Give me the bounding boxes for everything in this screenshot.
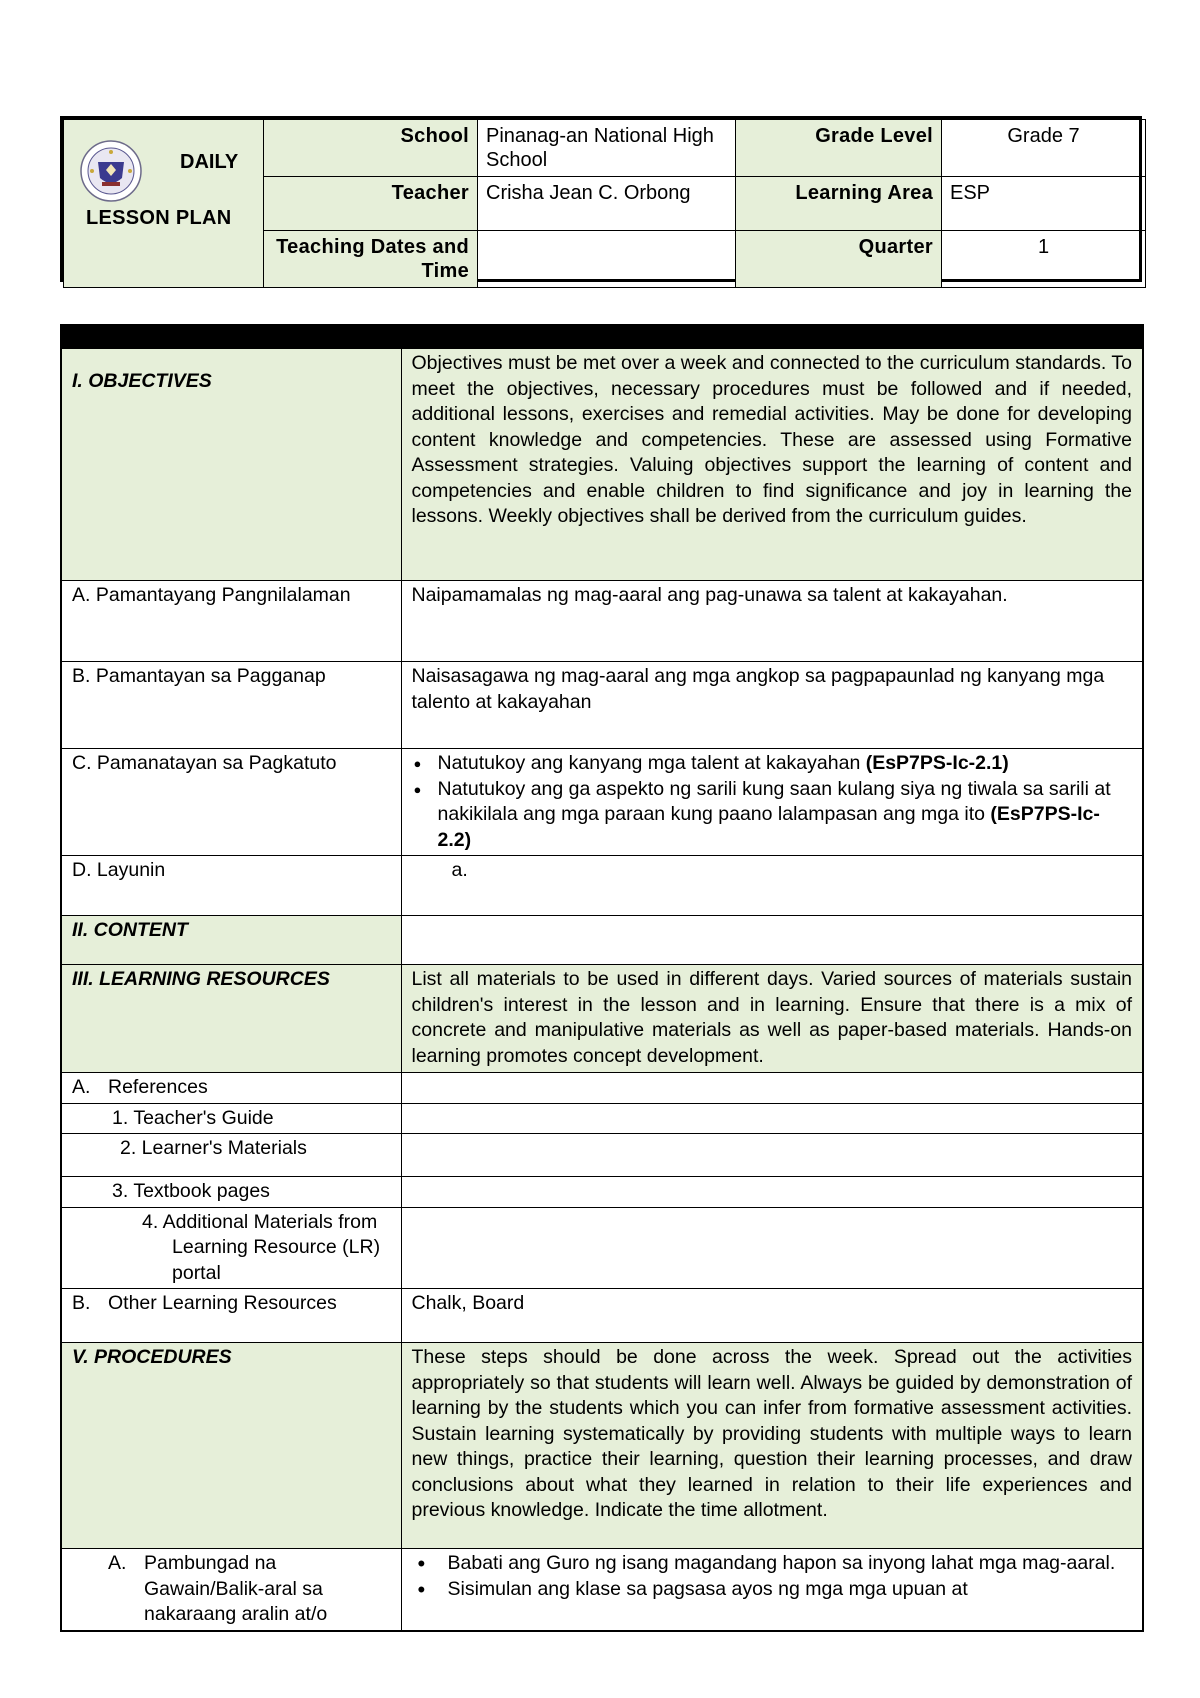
procedure-a-marker: A.: [108, 1552, 127, 1574]
procedure-a-cell: [401, 1549, 1143, 1631]
learning-resources-heading: III. LEARNING RESOURCES: [61, 965, 401, 1073]
teaching-dates-label: Teaching Dates and Time: [264, 231, 478, 288]
table-row: [61, 1073, 1143, 1104]
content-standards-text: Naipamamalas ng mag-aaral ang pag-unawa sa talent at kakayahan.: [401, 581, 1143, 662]
objectives-layunin-label: D. Layunin: [61, 856, 401, 916]
grade-level-label: Grade Level: [736, 120, 942, 177]
content-heading: II. CONTENT: [61, 916, 401, 965]
teaching-dates-value: [478, 231, 736, 288]
competency-item: ● Natutukoy ang ga aspekto ng sarili kung saan kulang siya ng tiwala sa sarili at nakikilala ang mga paraan kung paano lalampasan ang mga ito (EsP7PS-Ic-2.2): [412, 777, 1133, 854]
procedure-item: • Babati ang Guro ng isang magandang hapon sa inyong lahat mga mag-aaral.: [412, 1551, 1133, 1577]
table-header-bar: [61, 325, 1143, 349]
additional-materials-label: 4. Additional Materials from Learning Resource (LR) portal: [61, 1207, 401, 1289]
performance-standards-text: Naisasagawa ng mag-aaral ang mga angkop sa pagpapaunlad ng kanyang mga talento at kakayahan: [401, 662, 1143, 749]
table-row: [61, 1549, 1143, 1631]
table-row: [61, 856, 1143, 916]
teachers-guide-label: 1. Teacher's Guide: [61, 1103, 401, 1134]
learning-competencies-label: C. Pamanatayan sa Pagkatuto: [61, 749, 401, 856]
objectives-text: Objectives must be met over a week and connected to the curriculum standards. To meet the objectives, necessary procedures must be followed and if needed, additional lessons, exercises and remedial activities. May be done for developing content knowledge and competencies. These are assessed using Formative Assessment strategies. Valuing objectives support the learning of content and competencies and enable children to find significance and joy in learning the lessons. Weekly objectives shall be derived from the curriculum guides.: [401, 349, 1143, 581]
performance-standards-label: B. Pamantayan sa Pagganap: [61, 662, 401, 749]
header-title-daily: DAILY: [180, 151, 239, 173]
lesson-plan-table: [60, 324, 1144, 1632]
learning-area-label: Learning Area: [736, 177, 942, 231]
learning-resources-text: List all materials to be used in different days. Varied sources of materials sustain children's interest in the lesson and in learning. Ensure that there is a mix of concrete and manipulative materials as well as paper-based materials. Hands-on learning promotes concept development.: [401, 965, 1143, 1073]
procedure-a-label: A. Pambungad na Gawain/Balik-aral sa nakaraang aralin at/o: [61, 1549, 401, 1631]
table-row: [61, 349, 1143, 581]
other-resources-label: B. Other Learning Resources: [61, 1289, 401, 1343]
competency-code: (EsP7PS-Ic-2.1): [865, 752, 1009, 774]
objectives-layunin-text: a.: [401, 856, 1143, 916]
learning-competencies-cell: [401, 749, 1143, 856]
learners-materials-label: 2. Learner's Materials: [61, 1134, 401, 1177]
competency-code: (EsP7PS-Ic-2.2): [437, 803, 1100, 851]
content-standards-label: A. Pamantayang Pangnilalaman: [61, 581, 401, 662]
learning-area-value: ESP: [942, 177, 1146, 231]
textbook-pages-label: 3. Textbook pages: [61, 1177, 401, 1208]
content-text: [401, 916, 1143, 965]
table-row: [61, 581, 1143, 662]
procedure-item: • Sisimulan ang klase sa pagsasa ayos ng mga mga upuan at: [412, 1577, 1133, 1603]
table-row: [61, 1343, 1143, 1549]
references-marker: A.: [72, 1076, 91, 1098]
procedures-heading: V. PROCEDURES: [61, 1343, 401, 1549]
header-title-cell: [64, 120, 264, 288]
table-row: [61, 1207, 1143, 1289]
teacher-value: Crisha Jean C. Orbong: [478, 177, 736, 231]
grade-level-value: Grade 7: [942, 120, 1146, 177]
table-row: [61, 916, 1143, 965]
deped-seal-icon: [80, 140, 142, 202]
other-resources-text: Chalk, Board: [401, 1289, 1143, 1343]
table-row: [61, 1289, 1143, 1343]
competency-item: ● Natutukoy ang kanyang mga talent at kakayahan (EsP7PS-Ic-2.1): [412, 751, 1133, 777]
table-row: [61, 1134, 1143, 1177]
references-label: A. References: [61, 1073, 401, 1104]
lesson-plan-header: [60, 116, 1142, 282]
other-resources-marker: B.: [72, 1292, 91, 1314]
teacher-label: Teacher: [264, 177, 478, 231]
header-title-lesson-plan: LESSON PLAN: [86, 207, 232, 229]
table-row: [61, 749, 1143, 856]
school-label: School: [264, 120, 478, 177]
objectives-heading: I. OBJECTIVES: [61, 349, 401, 581]
school-value: Pinanag-an National High School: [478, 120, 736, 177]
procedures-text: These steps should be done across the week. Spread out the activities appropriately so that students will learn well. Always be guided by demonstration of learning by the students which you can infer from formative assessment activities. Sustain learning systematically by providing students with multiple ways to learn new things, practice their learning, question their learning processes, and draw conclusions about what they learned in relation to their life experiences and previous knowledge. Indicate the time allotment.: [401, 1343, 1143, 1549]
table-row: [61, 1177, 1143, 1208]
table-row: [61, 965, 1143, 1073]
table-row: [61, 662, 1143, 749]
quarter-value: 1: [942, 231, 1146, 288]
table-row: [61, 1103, 1143, 1134]
quarter-label: Quarter: [736, 231, 942, 288]
